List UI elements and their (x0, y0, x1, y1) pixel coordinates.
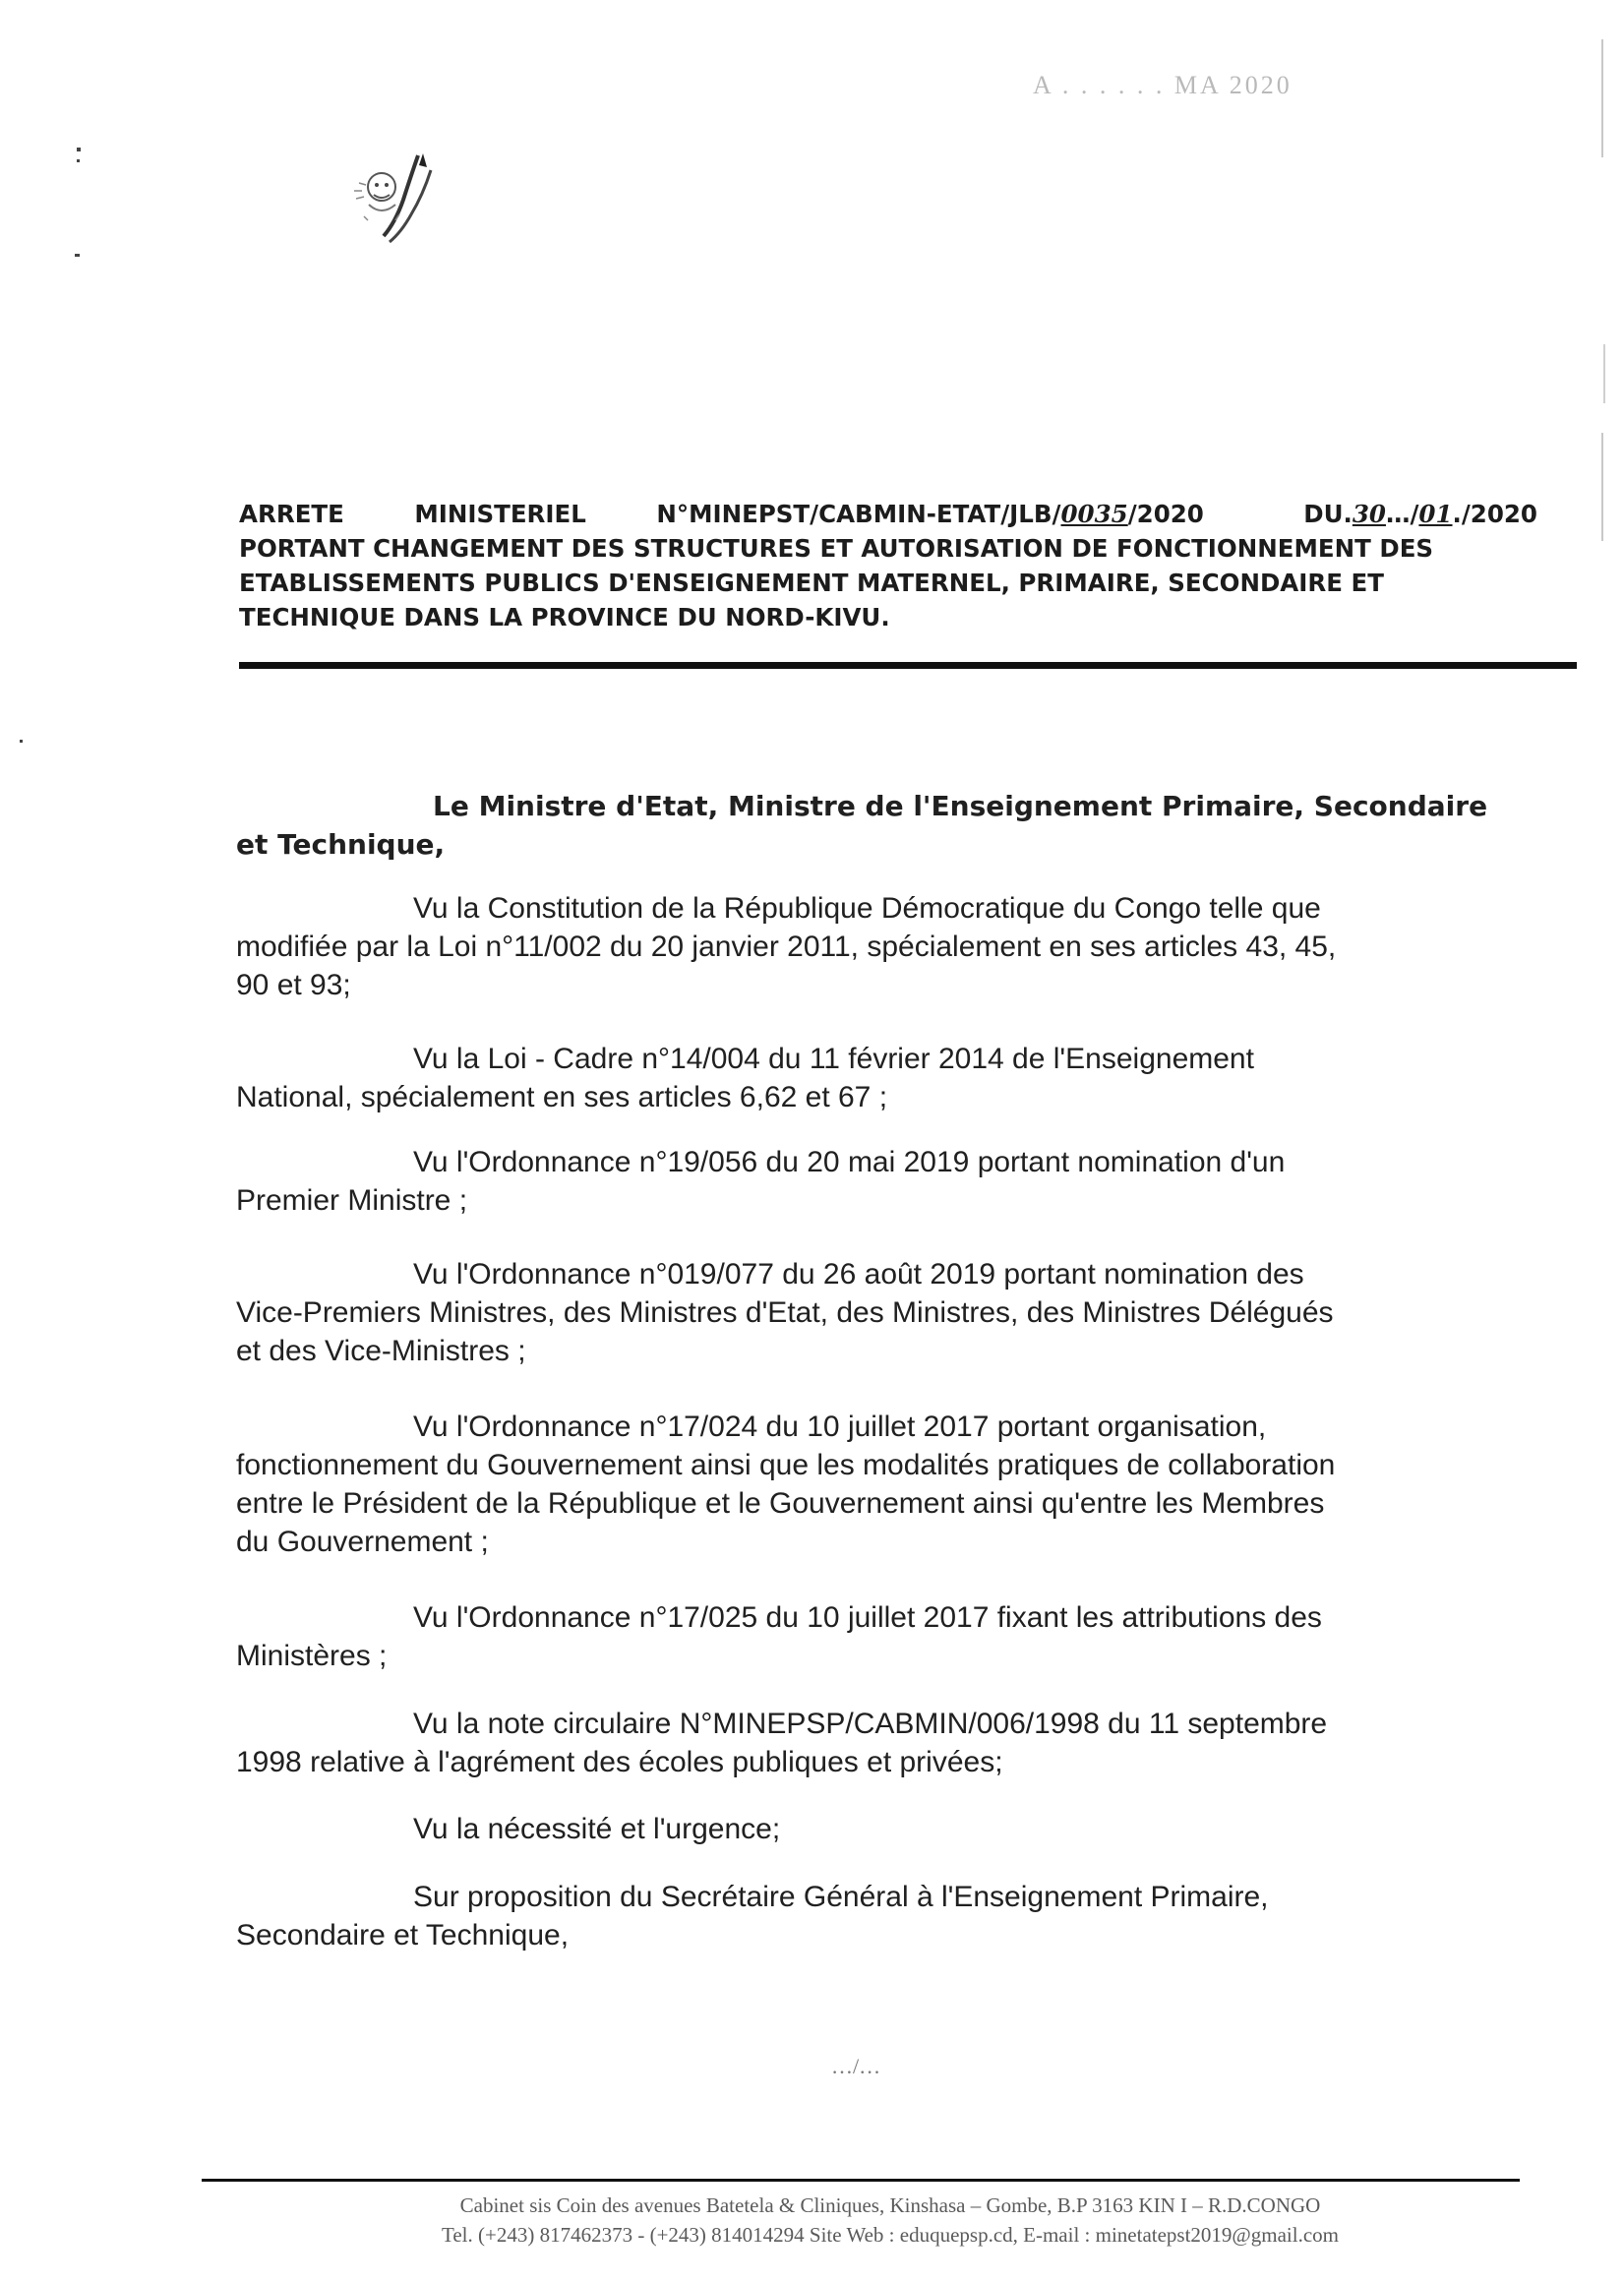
minister-heading (236, 787, 1499, 864)
recital-line: Vu l'Ordonnance n°17/024 du 10 juillet 2017 portant organisation, (413, 1411, 1267, 1443)
footer-contact: Tel. (+243) 817462373 - (+243) 814014294 Site Web : eduquepsp.cd, E-mail : minetatepst2019@gmail.com (442, 2223, 1339, 2247)
scan-edge-mark (1603, 344, 1605, 403)
scan-speck (77, 148, 81, 151)
recital-line: du Gouvernement ; (236, 1526, 489, 1558)
recital-loi-cadre (236, 1040, 1499, 1116)
recital-line: Vu l'Ordonnance n°019/077 du 26 août 2019 portant nomination des (413, 1258, 1304, 1291)
recital-line: 90 et 93; (236, 969, 351, 1001)
recital-line: Premier Ministre ; (236, 1184, 468, 1217)
scan-speck (20, 740, 23, 743)
page-continuation-marker: …/… (831, 2054, 881, 2078)
recital-line: Vu la Constitution de la République Démocratique du Congo telle que (413, 892, 1321, 925)
recital-constitution (236, 889, 1499, 1004)
title-line: TECHNIQUE DANS LA PROVINCE DU NORD-KIVU. (239, 603, 890, 631)
recital-urgence (236, 1810, 1499, 1848)
scan-speck (75, 254, 80, 257)
title-separator-rule (239, 662, 1577, 669)
scan-edge-mark (1601, 433, 1603, 541)
recital-proposition (236, 1878, 1499, 1954)
minister-title: et Technique, (236, 828, 446, 861)
recital-premier-ministre (236, 1143, 1499, 1220)
recital-line: et des Vice-Ministres ; (236, 1335, 526, 1367)
recital-line: Ministères ; (236, 1640, 388, 1672)
recital-line: National, spécialement en ses articles 6,62 et 67 ; (236, 1081, 888, 1113)
recital-note-circulaire (236, 1705, 1499, 1781)
recital-line: Secondaire et Technique, (236, 1919, 570, 1952)
recital-vice-premiers (236, 1255, 1499, 1370)
title-word: MINISTERIEL (414, 500, 586, 528)
recital-line: Vu la Loi - Cadre n°14/004 du 11 février 2014 de l'Enseignement (413, 1043, 1254, 1075)
recital-line: Vu la note circulaire N°MINEPSP/CABMIN/006/1998 du 11 septembre (413, 1708, 1328, 1740)
handwritten-day: 30 (1352, 500, 1386, 528)
recital-line: Vice-Premiers Ministres, des Ministres d'Etat, des Ministres, des Ministres Délégués (236, 1296, 1334, 1329)
handwritten-number: 0035 (1060, 500, 1128, 528)
scan-speck (77, 159, 80, 162)
recital-organisation-gouvernement (236, 1408, 1499, 1561)
scan-edge-mark (1601, 39, 1603, 157)
title-line: PORTANT CHANGEMENT DES STRUCTURES ET AUTORISATION DE FONCTIONNEMENT DES (239, 534, 1434, 563)
recital-line: entre le Président de la République et le Gouvernement ainsi qu'entre les Membres (236, 1487, 1325, 1520)
minister-title: Le Ministre d'Etat, Ministre de l'Enseignement Primaire, Secondaire (433, 790, 1488, 822)
recital-attributions (236, 1598, 1499, 1675)
decree-reference: N°MINEPST/CABMIN-ETAT/JLB/0035/2020 (656, 500, 1204, 528)
received-stamp: A . . . . . . MA 2020 (1033, 71, 1293, 99)
footer-address: Cabinet sis Coin des avenues Batetela & Cliniques, Kinshasa – Gombe, B.P 3163 KIN I – R.D.CONGO (459, 2193, 1321, 2217)
recital-line: 1998 relative à l'agrément des écoles publiques et privées; (236, 1746, 1003, 1778)
footer-separator-rule (202, 2179, 1520, 2182)
decree-number-line (239, 497, 1537, 531)
recital-line: Vu l'Ordonnance n°17/025 du 10 juillet 2017 fixant les attributions des (413, 1601, 1322, 1634)
recital-line: Vu la nécessité et l'urgence; (413, 1813, 781, 1845)
recital-line: modifiée par la Loi n°11/002 du 20 janvier 2011, spécialement en ses articles 43, 45, (236, 931, 1337, 963)
handwritten-month: 01 (1418, 500, 1453, 528)
title-line: ETABLISSEMENTS PUBLICS D'ENSEIGNEMENT MATERNEL, PRIMAIRE, SECONDAIRE ET (239, 569, 1384, 597)
title-word: ARRETE (239, 500, 344, 528)
decree-date: DU.30…/01./2020 (1303, 500, 1537, 528)
coat-of-arms-emblem (325, 146, 452, 254)
decree-title (239, 497, 1537, 634)
recital-line: Sur proposition du Secrétaire Général à l'Enseignement Primaire, (413, 1881, 1269, 1913)
recital-line: Vu l'Ordonnance n°19/056 du 20 mai 2019 portant nomination d'un (413, 1146, 1286, 1178)
recital-line: fonctionnement du Gouvernement ainsi que les modalités pratiques de collaboration (236, 1449, 1336, 1481)
